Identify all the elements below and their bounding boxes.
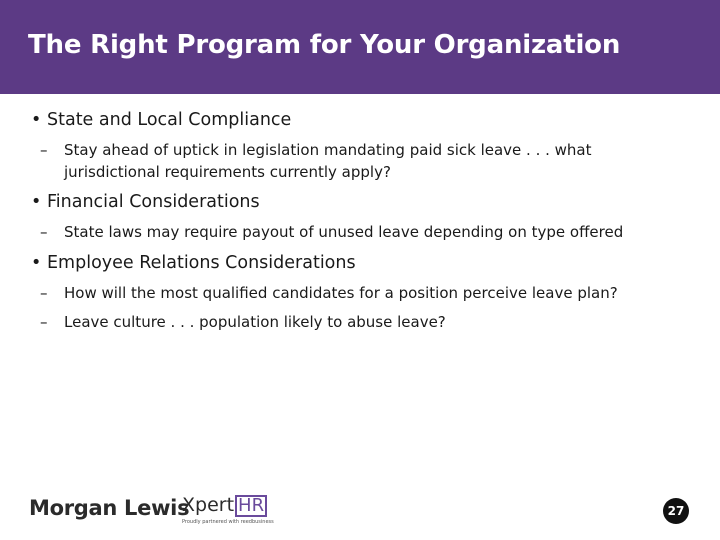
sub-bullet-text: How will the most qualified candidates for a position perceive leave plan? xyxy=(64,284,618,302)
xpert-text: Xpert xyxy=(182,494,235,516)
sub-bullet-stay-ahead xyxy=(40,139,592,183)
sub-bullet-text: Leave culture . . . population likely to abuse leave? xyxy=(64,313,446,331)
hr-box: HR xyxy=(235,495,267,517)
sub-bullet-qualified-candidates xyxy=(40,282,618,304)
sub-bullet-dash: – xyxy=(40,141,48,159)
sub-bullet-text-line1: Stay ahead of uptick in legislation mandating paid sick leave . . . what xyxy=(64,141,592,159)
sub-bullet-text: State laws may require payout of unused leave depending on type offered xyxy=(64,223,624,241)
sub-bullet-state-laws xyxy=(40,221,623,243)
xperthr-tagline: Proudly partnered with reedbusiness xyxy=(182,519,274,525)
bullet-heading: Financial Considerations xyxy=(47,192,260,212)
bullet-employee-relations xyxy=(31,253,356,273)
sub-bullet-dash: – xyxy=(40,284,48,302)
sub-bullet-dash: – xyxy=(40,313,48,331)
bullet-dot: • xyxy=(31,253,42,273)
morgan-lewis-logo: Morgan Lewis xyxy=(29,496,190,520)
page-number-badge: 27 xyxy=(663,498,689,524)
xperthr-wordmark xyxy=(182,494,267,517)
slide-title: The Right Program for Your Organization xyxy=(28,30,621,60)
bullet-financial-considerations xyxy=(31,192,260,212)
bullet-state-local-compliance xyxy=(31,110,291,130)
sub-bullet-dash: – xyxy=(40,223,48,241)
sub-bullet-leave-culture xyxy=(40,311,446,333)
sub-bullet-text-line2: jurisdictional requirements currently apply? xyxy=(64,163,391,181)
title-bar xyxy=(0,0,720,94)
bullet-heading: State and Local Compliance xyxy=(47,110,292,130)
bullet-dot: • xyxy=(31,192,42,212)
bullet-dot: • xyxy=(31,110,42,130)
bullet-heading: Employee Relations Considerations xyxy=(47,253,356,273)
